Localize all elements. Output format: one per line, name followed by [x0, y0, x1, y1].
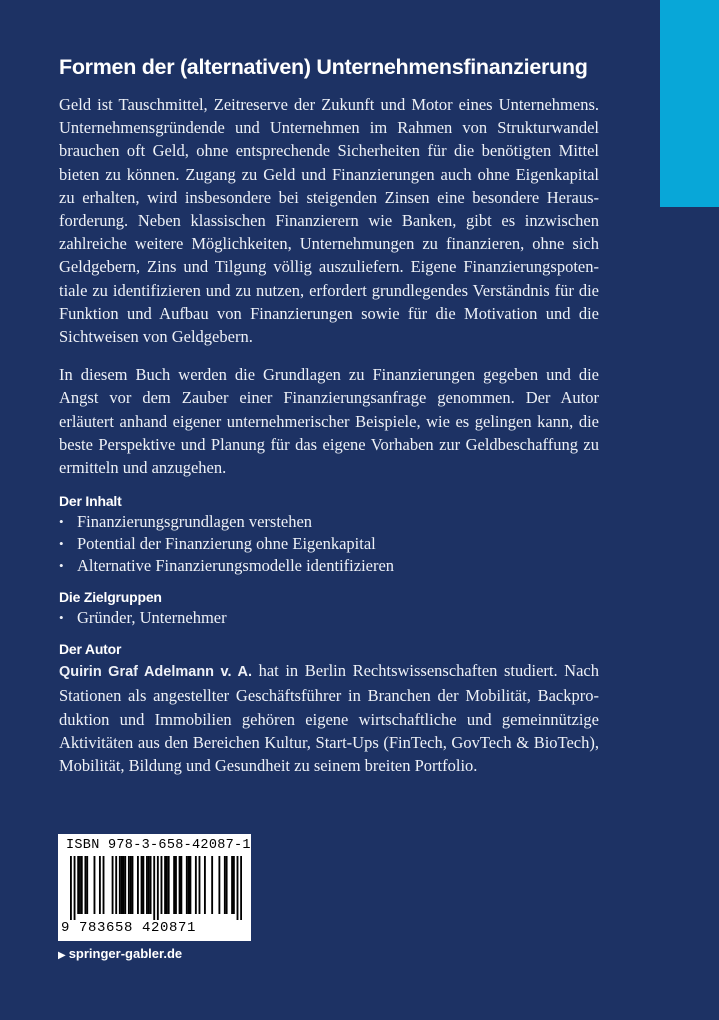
- triangle-right-icon: ▶: [58, 950, 66, 961]
- barcode-bar: [189, 856, 191, 914]
- publisher-url: springer-gabler.de: [68, 946, 183, 961]
- barcode-bar: [226, 856, 228, 914]
- barcode-bar: [86, 856, 88, 914]
- bullet-icon: •: [59, 536, 64, 552]
- barcode-bar: [218, 856, 220, 914]
- list-item: [59, 607, 599, 629]
- barcode-bar: [123, 856, 125, 914]
- barcode-bar: [81, 856, 83, 914]
- barcode-bar: [161, 856, 163, 914]
- barcode-bar: [121, 856, 123, 914]
- section-heading-autor: Der Autor: [59, 641, 122, 658]
- barcode-bar: [173, 856, 175, 914]
- barcode-bar: [146, 856, 148, 914]
- list-item-text: Alternative Finanzierungsmodelle identifizieren: [77, 556, 395, 576]
- isbn-label: ISBN 978-3-658-42087-1: [66, 838, 251, 853]
- barcode-bar: [132, 856, 134, 914]
- barcode-bar: [204, 856, 206, 914]
- barcode-bar: [240, 856, 242, 920]
- barcode-bar: [195, 856, 197, 914]
- barcode-bar: [153, 856, 155, 920]
- barcode-bar: [74, 856, 76, 920]
- barcode-bar: [168, 856, 170, 914]
- barcode-bar: [130, 856, 132, 914]
- bullet-icon: •: [59, 610, 64, 626]
- section-heading-zielgruppen: Die Zielgruppen: [59, 589, 162, 606]
- back-cover-text: [59, 93, 599, 777]
- barcode-bars: [70, 856, 242, 920]
- barcode-bar: [119, 856, 121, 914]
- barcode-bar: [164, 856, 166, 914]
- barcode-bar: [211, 856, 213, 914]
- author-name: Quirin Graf Adelmann v. A.: [59, 664, 253, 681]
- barcode-bar: [103, 856, 105, 914]
- barcode-bar: [137, 856, 139, 914]
- barcode-bar: [237, 856, 239, 920]
- barcode-bar: [70, 856, 72, 920]
- barcode-bar: [115, 856, 117, 914]
- barcode-bar: [84, 856, 86, 914]
- barcode-bar: [79, 856, 81, 914]
- list-item: [59, 555, 599, 577]
- barcode-bar: [157, 856, 159, 920]
- zielgruppen-list: [59, 607, 599, 629]
- barcode-bar: [128, 856, 130, 914]
- barcode-digits: 9 783658 420871: [61, 920, 197, 936]
- barcode-bar: [166, 856, 168, 914]
- barcode-bar: [175, 856, 177, 914]
- barcode-bar: [233, 856, 235, 914]
- author-bio: [59, 659, 599, 777]
- bullet-icon: •: [59, 558, 64, 574]
- publisher-link[interactable]: [58, 946, 182, 961]
- barcode-bar: [148, 856, 150, 914]
- list-item-text: Potential der Finanzierung ohne Eigenkapital: [77, 534, 376, 554]
- barcode-bar: [186, 856, 188, 914]
- barcode-bar: [112, 856, 114, 914]
- barcode-bar: [141, 856, 143, 914]
- list-item: [59, 511, 599, 533]
- barcode-bar: [180, 856, 182, 914]
- accent-bar: [660, 0, 719, 207]
- barcode-bar: [179, 856, 181, 914]
- description-paragraph-1: Geld ist Tauschmittel, Zeitreserve der Zukunft und Motor eines Unternehmens. Unternehmensgründende und Unternehmen im Rahmen von Strukturwandel brauchen oft Geld, ohne entsprechende Sicherheiten für die benötigten Mittel bieten zu können. Zugang zu Geld und Finanzierungen auch ohne Eigenkapital zu erhalten, wird insbesondere bei steigenden Zinsen eine besondere Herausforderung. Neben klassischen Finanzierern wie Banken, gibt es inzwischen zahlreiche weitere Möglichkeiten, Unternehmungen zu finanzieren, ohne sich Geldgebern, Zins und Tilgung völlig auszuliefern. Eigene Finanzierungspotentiale zu identifizieren und zu nutzen, erfordert grundlegendes Verständnis für die Funktion und Aufbau von Finanzierungen sowie für die Motivation und die Sichtweisen von Geldgebern.: [59, 95, 599, 347]
- bullet-icon: •: [59, 514, 64, 530]
- list-item-text: Finanzierungsgrundlagen verstehen: [77, 512, 313, 532]
- barcode-bar: [150, 856, 152, 914]
- barcode-bar: [199, 856, 201, 914]
- barcode-bar: [124, 856, 126, 914]
- author-bio-text: hat in Berlin Rechtswissenschaften studiert. Nach Stationen als angestellter Geschäftsführer in Branchen der Mobilität, Backproduktion und Immobilien gehören eigene wirtschaftliche und gemeinnützige Aktivitäten aus den Bereichen Kultur, Start-Ups (FinTech, GovTech & BioTech), Mobilität, Bildung und Gesundheit zu seinem breiten Portfolio.: [59, 661, 599, 776]
- inhalt-list: [59, 511, 599, 577]
- barcode-bar: [188, 856, 190, 914]
- barcode-bar: [224, 856, 226, 914]
- section-heading-inhalt: Der Inhalt: [59, 493, 122, 510]
- barcode-bar: [94, 856, 96, 914]
- barcode-bar: [99, 856, 101, 914]
- isbn-barcode: [58, 834, 251, 941]
- list-item-text: Gründer, Unternehmer: [77, 608, 227, 628]
- barcode-bar: [142, 856, 144, 914]
- barcode-bar: [231, 856, 233, 914]
- barcode-bar: [77, 856, 79, 914]
- book-title: Formen der (alternativen) Unternehmensfinanzierung: [59, 55, 588, 79]
- list-item: [59, 533, 599, 555]
- description-paragraph-2: In diesem Buch werden die Grundlagen zu Finanzierungen gegeben und die Angst vor dem Zauber einer Finanzierungsanfrage genommen. Der Autor erläutert anhand eigener unternehmerischer Beispiele, wie es gelingen kann, die beste Perspektive und Planung für das eigene Vorhaben zur Geldbeschaffung zu ermitteln und anzugehen.: [59, 365, 599, 478]
